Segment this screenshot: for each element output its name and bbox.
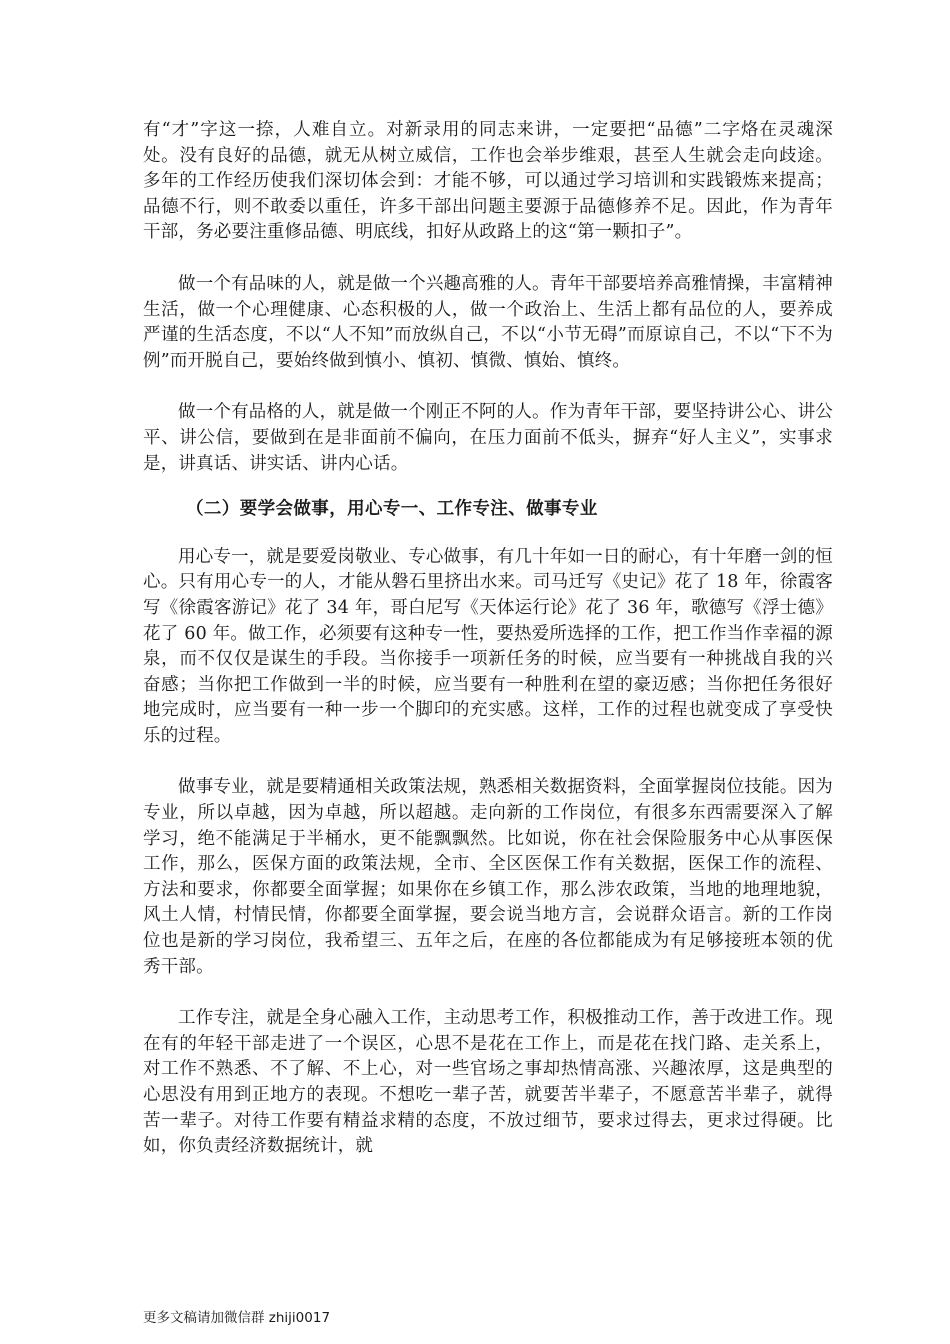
section-heading: （二）要学会做事，用心专一、工作专注、做事专业	[186, 499, 598, 520]
footer-note: 更多文稿请加微信群 zhiji0017	[143, 1310, 331, 1326]
paragraph-3: 做一个有品格的人，就是做一个刚正不阿的人。作为青年干部，要坚持讲公心、讲公平、讲公信，要做到在是非面前不偏向，在压力面前不低头，摒弃“好人主义”，实事求是，讲真话、讲实话、讲内心话。	[143, 402, 833, 474]
paragraph-2: 做一个有品味的人，就是做一个兴趣高雅的人。青年干部要培养高雅情操，丰富精神生活，做一个心理健康、心态积极的人，做一个政治上、生活上都有品位的人，要养成严谨的生活态度，不以“人不知”而放纵自己，不以“小节无碍”而原谅自己，不以“下不为例”而开脱自己，要始终做到慎小、慎初、慎微、慎始、慎终。	[143, 273, 833, 371]
paragraph-5: 做事专业，就是要精通相关政策法规，熟悉相关数据资料，全面掌握岗位技能。因为专业，所以卓越，因为卓越，所以超越。走向新的工作岗位，有很多东西需要深入了解学习，绝不能满足于半桶水，更不能飘飘然。比如说，你在社会保险服务中心从事医保工作，那么，医保方面的政策法规，全市、全区医保工作有关数据，医保工作的流程、方法和要求，你都要全面掌握；如果你在乡镇工作，那么涉农政策，当地的地理地貌，风土人情，村情民情，你都要全面掌握，要会说当地方言，会说群众语言。新的工作岗位也是新的学习岗位，我希望三、五年之后，在座的各位都能成为有足够接班本领的优秀干部。	[143, 777, 833, 977]
paragraph-1: 有“才”字这一捺，人难自立。对新录用的同志来讲，一定要把“品德”二字烙在灵魂深处。没有良好的品德，就无从树立威信，工作也会举步维艰，甚至人生就会走向歧途。多年的工作经历使我们深切体会到：才能不够，可以通过学习培训和实践锻炼来提高；品德不行，则不敢委以重任，许多干部出问题主要源于品德修养不足。因此，作为青年干部，务必要注重修品德、明底线，扣好从政路上的这“第一颗扣子”。	[143, 120, 833, 243]
paragraph-6: 工作专注，就是全身心融入工作，主动思考工作，积极推动工作，善于改进工作。现在有的年轻干部走进了一个误区，心思不是花在工作上，而是花在找门路、走关系上，对工作不熟悉、不了解、不上心，对一些官场之事却热情高涨、兴趣浓厚，这是典型的心思没有用到正地方的表现。不想吃一辈子苦，就要苦半辈子，不愿意苦半辈子，就得苦一辈子。对待工作要有精益求精的态度，不放过细节，要求过得去，更求过得硬。比如，你负责经济数据统计，就	[143, 1008, 833, 1157]
paragraph-4: 用心专一，就是要爱岗敬业、专心做事，有几十年如一日的耐心，有十年磨一剑的恒心。只有用心专一的人，才能从磐石里挤出水来。司马迁写《史记》花了 18 年，徐霞客写《徐霞客游记》花了 34 年，哥白尼写《天体运行论》花了 36 年，歌德写《浮士德》花了 60 年。做工作，必须要有这种专一性，要热爱所选择的工作，把工作当作幸福的源泉，而不仅仅是谋生的手段。当你接手一项新任务的时候，应当要有一种挑战自我的兴奋感；当你把工作做到一半的时候，应当要有一种胜利在望的豪迈感；当你把任务很好地完成时，应当要有一种一步一个脚印的充实感。这样，工作的过程也就变成了享受快乐的过程。	[143, 546, 833, 746]
document-body	[143, 118, 833, 1160]
